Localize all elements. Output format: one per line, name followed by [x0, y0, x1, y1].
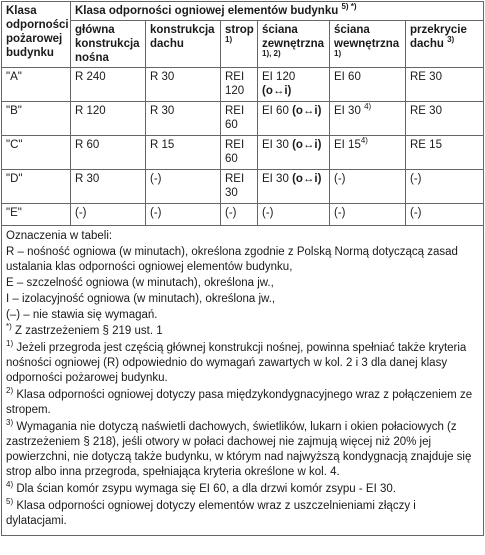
cell-line: 60 — [225, 153, 238, 165]
footnote-text: Dla ścian komór zsypu wymaga się EI 60, a dla drzwi komór zsypu - EI 30. — [16, 483, 396, 495]
fire-resistance-table — [1, 1, 484, 536]
cell: RE 30 — [406, 68, 484, 102]
col-header-ceiling — [221, 21, 258, 68]
cell: R 60 — [71, 136, 146, 170]
cell: (-) — [406, 170, 484, 204]
cell-line: REI — [225, 105, 245, 117]
cell-line: EI 30 — [262, 173, 289, 185]
footnote-4 — [6, 482, 479, 497]
footnote-marker: 2) — [6, 386, 14, 396]
col-label: strop — [225, 24, 254, 36]
cell-line: EI 60 — [334, 71, 361, 83]
note-i: I – izolacyjność ogniowa (w minutach), określona jw., — [6, 293, 276, 305]
class-cell: "D" — [2, 170, 71, 204]
table-row — [2, 170, 484, 204]
col-header-internal-wall — [330, 21, 406, 68]
col-label: przekrycie dachu — [410, 24, 467, 50]
col-label: ściana zewnętrzna — [262, 24, 324, 50]
cell-line: REI — [225, 173, 245, 185]
table-row — [2, 68, 484, 102]
table-row — [2, 102, 484, 136]
table-row — [2, 204, 484, 226]
footnote-1 — [6, 341, 479, 386]
cell: (-) — [146, 170, 221, 204]
cell: RE 15 — [406, 136, 484, 170]
col-sup: 3) — [447, 35, 455, 45]
class-cell: "A" — [2, 68, 71, 102]
footnote-text: Klasa odporności ogniowej dotyczy pasa międzykondygnacyjnego wraz z połączeniem ze stropem. — [6, 389, 473, 416]
notes-cell — [2, 226, 484, 536]
footnote-text: Wymagania nie dotyczą naświetli dachowych, świetlików, lukarn i okien połaciowych (z zastrzeżeniem § 218), jeśli otwory w połaci dachowej nie zajmują więcej niż 20% jej powierzchni, nie dotyczą także budynku, w którym nad najwyższą kondygnacją znajduje się strop albo inna przegroda, spełniająca kryteria określone w kol. 4. — [6, 421, 472, 478]
group-header-label: Klasa odporności ogniowej elementów budynku — [75, 5, 339, 17]
footnote-marker: *) — [6, 322, 12, 332]
cell-line: 60 — [225, 119, 238, 131]
notes-intro: Oznaczenia w tabeli: — [6, 230, 113, 242]
cell: (-) — [406, 204, 484, 226]
cell — [221, 136, 258, 170]
col-header-roof-cover — [406, 21, 484, 68]
col-header-external-wall — [258, 21, 330, 68]
cell: R 15 — [146, 136, 221, 170]
col-sup: 1) — [334, 49, 342, 59]
cell — [330, 102, 406, 136]
cell — [330, 68, 406, 102]
footnote-text: Jeżeli przegroda jest częścią głównej konstrukcji nośnej, powinna spełniać także kryteria nośności ogniowej (R) odpowiednio do wymagań zawartych w kol. 2 i 3 dla danej klasy odporności pożarowej budynku. — [6, 342, 467, 384]
cell-line: EI 30 — [334, 105, 361, 117]
col-label: główna konstrukcja nośna — [75, 24, 140, 64]
cell-line: REI — [225, 139, 245, 151]
class-cell: "E" — [2, 204, 71, 226]
cell-line: EI 120 — [262, 71, 296, 83]
cell: (-) — [330, 170, 406, 204]
cell: (-) — [258, 204, 330, 226]
class-cell: "C" — [2, 136, 71, 170]
footnote-marker: 5) — [6, 497, 14, 507]
cell-line-bold: (o↔i) — [292, 139, 322, 151]
class-header-label: Klasa odporności pożarowej budynku — [6, 5, 69, 59]
cell — [330, 136, 406, 170]
col-header-roof-structure — [146, 21, 221, 68]
cell: R 30 — [146, 102, 221, 136]
cell: R 30 — [71, 170, 146, 204]
footnote-2 — [6, 388, 479, 418]
col-label: konstrukcja dachu — [150, 24, 215, 50]
cell-sup: 4) — [364, 102, 372, 112]
cell — [258, 68, 330, 102]
cell-line: 30 — [225, 187, 238, 199]
cell: R 240 — [71, 68, 146, 102]
cell-line: EI 60 — [262, 105, 289, 117]
note-e: E – szczelność ogniowa (w minutach), określona jw., — [6, 277, 274, 289]
cell: R 30 — [146, 68, 221, 102]
cell: RE 30 — [406, 102, 484, 136]
cell — [221, 68, 258, 102]
col-sup: 1), 2) — [262, 49, 281, 59]
cell-line-bold: (o↔i) — [292, 173, 322, 185]
cell-line: 120 — [225, 85, 245, 97]
cell — [258, 136, 330, 170]
footnote-text: Klasa odporności ogniowej dotyczy elementów wraz z uszczelnieniami złączy i dylatacjami. — [6, 500, 416, 527]
class-cell: "B" — [2, 102, 71, 136]
cell: (-) — [146, 204, 221, 226]
cell: (-) — [221, 204, 258, 226]
col-sup: 1) — [225, 35, 233, 45]
footnote-marker: 1) — [6, 339, 14, 349]
footnote-marker: 3) — [6, 418, 14, 428]
footnote-3 — [6, 420, 479, 480]
class-header — [2, 2, 71, 68]
cell-sup: 4) — [360, 136, 368, 146]
footnote-5 — [6, 499, 479, 529]
note-r: R – nośność ogniowa (w minutach), określona zgodnie z Polską Normą dotyczącą zasad ustalania klas odporności ogniowej elementów budynku, — [6, 246, 458, 273]
cell-line-bold: (o↔i) — [292, 105, 322, 117]
cell: (-) — [71, 204, 146, 226]
note-dash: (–) – nie stawia się wymagań. — [6, 309, 158, 321]
cell: (-) — [330, 204, 406, 226]
table-row — [2, 136, 484, 170]
cell-line: REI — [225, 71, 245, 83]
cell — [221, 102, 258, 136]
header-row-1 — [2, 2, 484, 21]
header-row-2 — [2, 21, 484, 68]
col-header-main-structure — [71, 21, 146, 68]
note-star — [6, 324, 479, 339]
group-header — [71, 2, 484, 21]
notes-row — [2, 226, 484, 536]
col-label: ściana wewnętrzna — [334, 24, 400, 50]
cell — [221, 170, 258, 204]
cell — [258, 102, 330, 136]
group-header-sup: 5) *) — [341, 2, 357, 12]
cell — [258, 170, 330, 204]
footnote-text: Z zastrzeżeniem § 219 ust. 1 — [14, 325, 163, 337]
footnote-marker: 4) — [6, 480, 14, 490]
cell-line: EI 30 — [262, 139, 289, 151]
cell-line: EI 15 — [334, 139, 361, 151]
cell: R 120 — [71, 102, 146, 136]
cell-line-bold: (o↔i) — [262, 85, 292, 97]
